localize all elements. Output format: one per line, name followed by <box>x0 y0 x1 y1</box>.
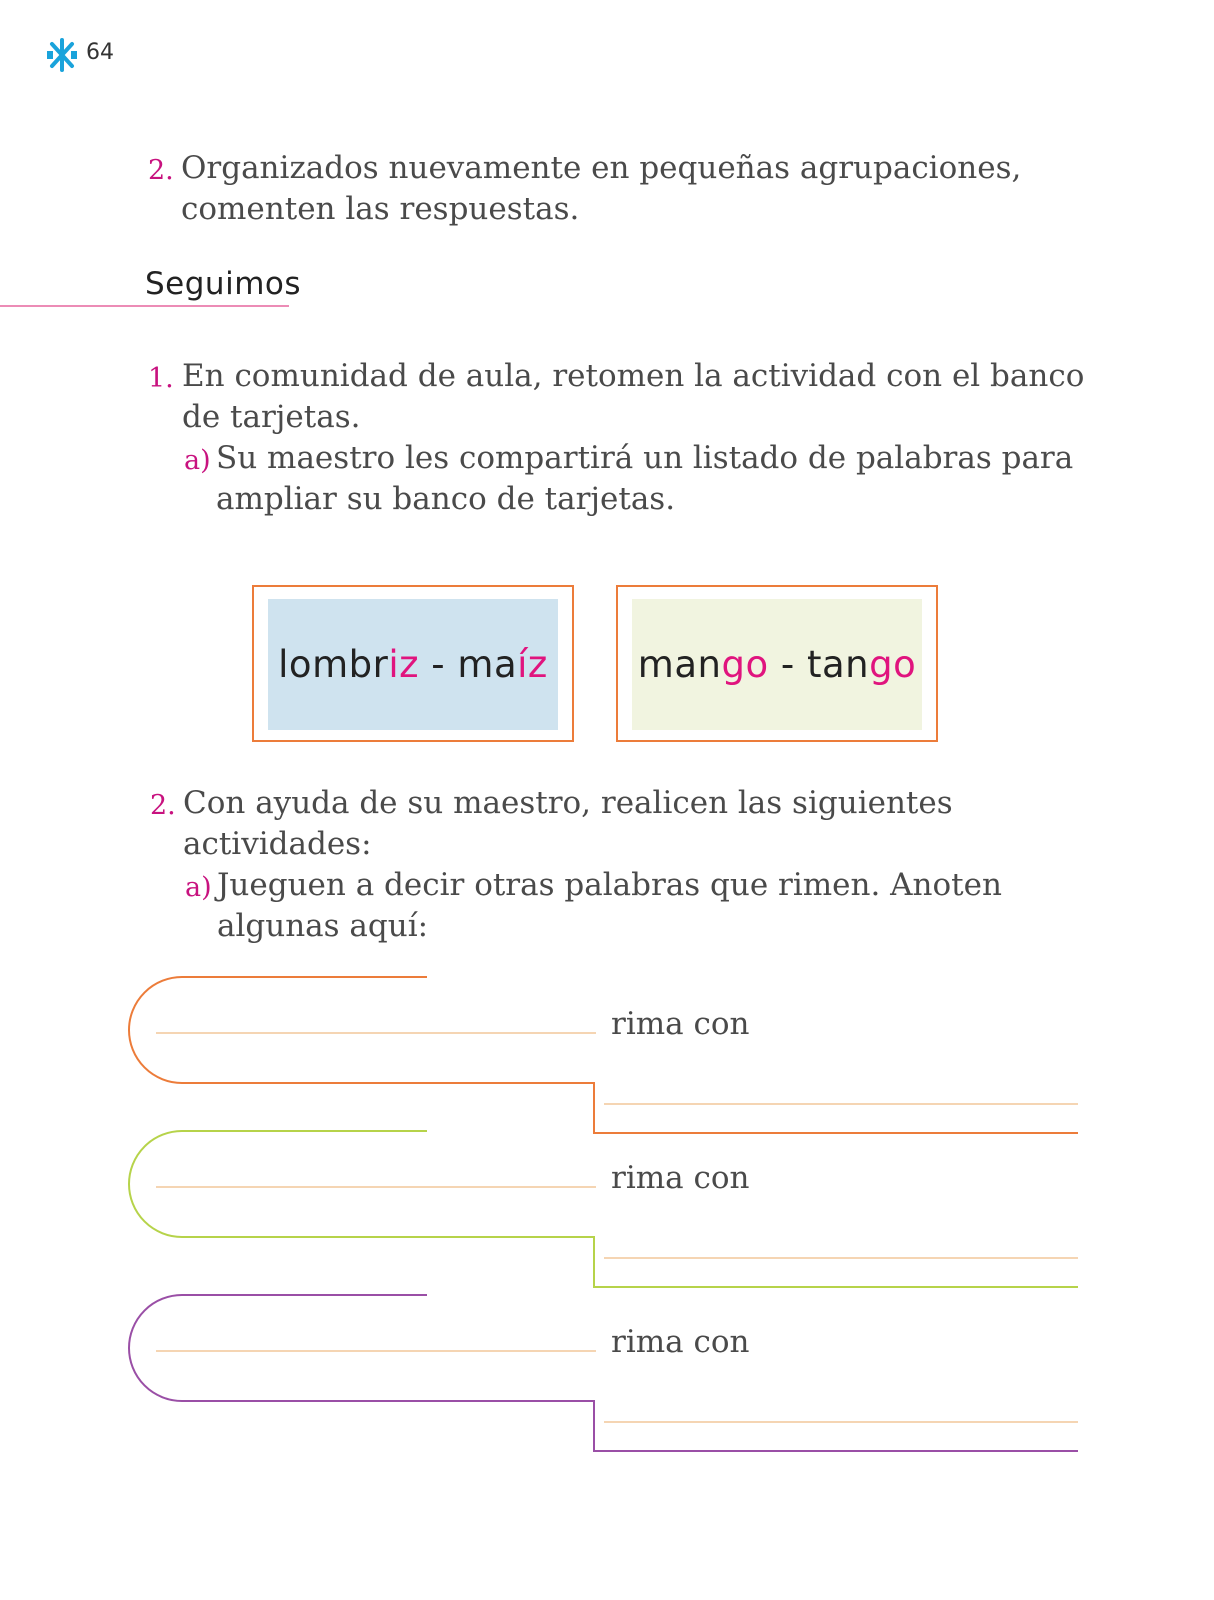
item1-number: 1. <box>148 363 174 394</box>
item2-sub-line1: Jueguen a decir otras palabras que rimen. Anoten <box>217 867 1002 903</box>
rhyme-row-2-label: rima con <box>611 1160 750 1196</box>
rhyme-row-2-rhyme-input[interactable] <box>604 1225 1078 1257</box>
item2-sub-line2: algunas aquí: <box>217 908 429 944</box>
intro-item-number: 2. <box>148 155 174 186</box>
rhyme-row-2-word-input[interactable] <box>156 1154 596 1186</box>
intro-item-line2: comenten las respuestas. <box>181 191 580 227</box>
item2-number: 2. <box>150 790 176 821</box>
rhyme-row-3-rhyme-input[interactable] <box>604 1389 1078 1421</box>
page-number: 64 <box>86 40 114 65</box>
section-title: Seguimos <box>145 266 302 302</box>
rhyme-row-3-label: rima con <box>611 1324 750 1360</box>
word-card-1-text: lombriz - maíz <box>278 643 548 686</box>
intro-item-line1: Organizados nuevamente en pequeñas agrupaciones, <box>181 150 1022 186</box>
item2-line2: actividades: <box>183 826 372 862</box>
item1-line1: En comunidad de aula, retomen la actividad con el banco <box>182 358 1085 394</box>
item1-line2: de tarjetas. <box>182 399 361 435</box>
rhyme-row-3-word-input[interactable] <box>156 1318 596 1350</box>
item1-sub-letter: a) <box>184 445 211 476</box>
word-card-2-text: mango - tango <box>637 643 917 686</box>
item1-sub-line2: ampliar su banco de tarjetas. <box>216 481 676 517</box>
item1-sub-line1: Su maestro les compartirá un listado de palabras para <box>216 440 1074 476</box>
item2-line1: Con ayuda de su maestro, realicen las siguientes <box>183 785 953 821</box>
item2-sub-letter: a) <box>185 872 212 903</box>
rhyme-row-1-rhyme-input[interactable] <box>604 1071 1078 1103</box>
rhyme-row-1-word-input[interactable] <box>156 1000 596 1032</box>
rhyme-row-1-label: rima con <box>611 1006 750 1042</box>
